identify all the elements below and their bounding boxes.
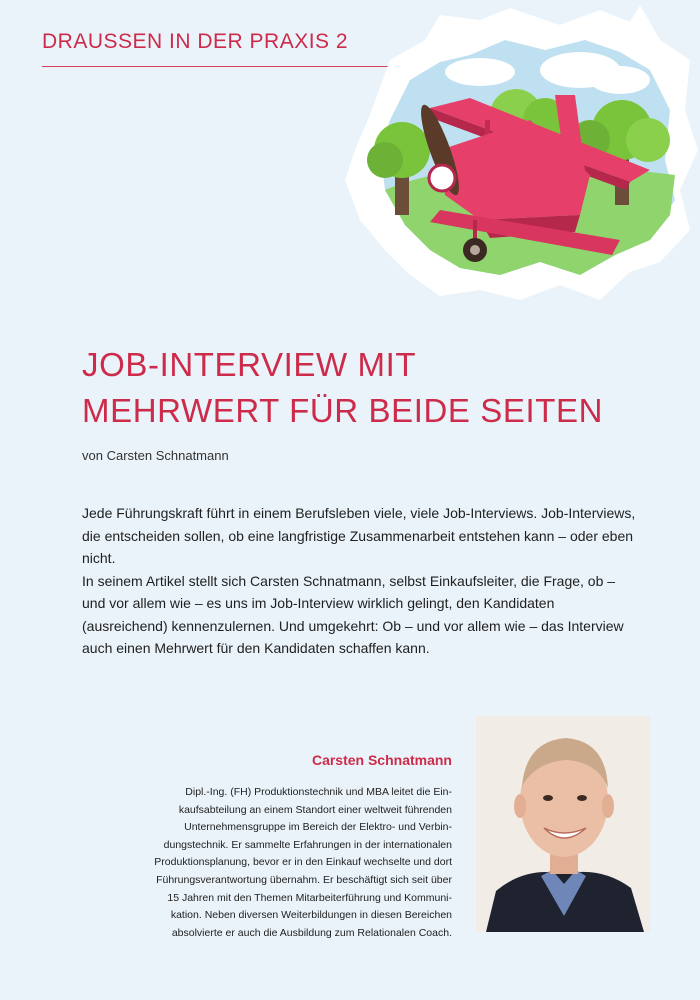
bio-line: Produktionsplanung, bevor er in den Einkauf wechselte und dort (154, 856, 452, 869)
article-intro (82, 502, 642, 660)
section-title: DRAUSSEN IN DER PRAXIS 2 (42, 30, 349, 53)
headline-line-1: JOB-INTERVIEW MIT (82, 346, 417, 383)
bio-line: kation. Neben diversen Weiterbildungen in diesen Bereichen (170, 909, 452, 922)
paper-biplane-illustration (330, 0, 700, 320)
bio-line: Führungsverantwortung übernahm. Er beschäftigt sich seit über (156, 873, 452, 886)
intro-paragraph-2: In seinem Artikel stellt sich Carsten Schnatmann, selbst Einkaufsleiter, die Frage, ob – und vor allem wie – es uns im Job-Interview wirklich gelingt, den Kandidaten (ausreichend) kennenzulernen. Und umgekehrt: Ob – und vor allem wie – das Interview auch einen Mehrwert für den Kandidaten schaffen kann. (82, 572, 624, 656)
author-portrait-photo (476, 716, 650, 932)
headline-line-2: MEHRWERT FÜR BEIDE SEITEN (82, 392, 604, 429)
author-name: Carsten Schnatmann (311, 752, 452, 768)
article-byline: von Carsten Schnatmann (82, 448, 229, 463)
bio-line: Dipl.-Ing. (FH) Produktionstechnik und MBA leitet die Ein- (185, 786, 452, 798)
author-bio (122, 784, 452, 942)
bio-line: Unternehmensgruppe im Bereich der Elektro- und Verbin- (184, 821, 452, 834)
article-headline (82, 342, 662, 434)
bio-line: absolvierte er auch die Ausbildung zum Relationalen Coach. (171, 926, 452, 939)
bio-line: 15 Jahren mit den Themen Mitarbeiterführung und Kommuni- (167, 891, 452, 904)
bio-line: dungstechnik. Er sammelte Erfahrungen in der internationalen (163, 838, 452, 851)
intro-paragraph-1: Jede Führungskraft führt in einem Berufsleben viele, viele Job-Interviews. Job-Interviews, die entscheiden sollen, ob eine langfristige Zusammenarbeit entstehen kann – oder eben nicht. (82, 505, 636, 566)
bio-line: kaufsabteilung an einem Standort einer weltweit führenden (178, 803, 452, 816)
